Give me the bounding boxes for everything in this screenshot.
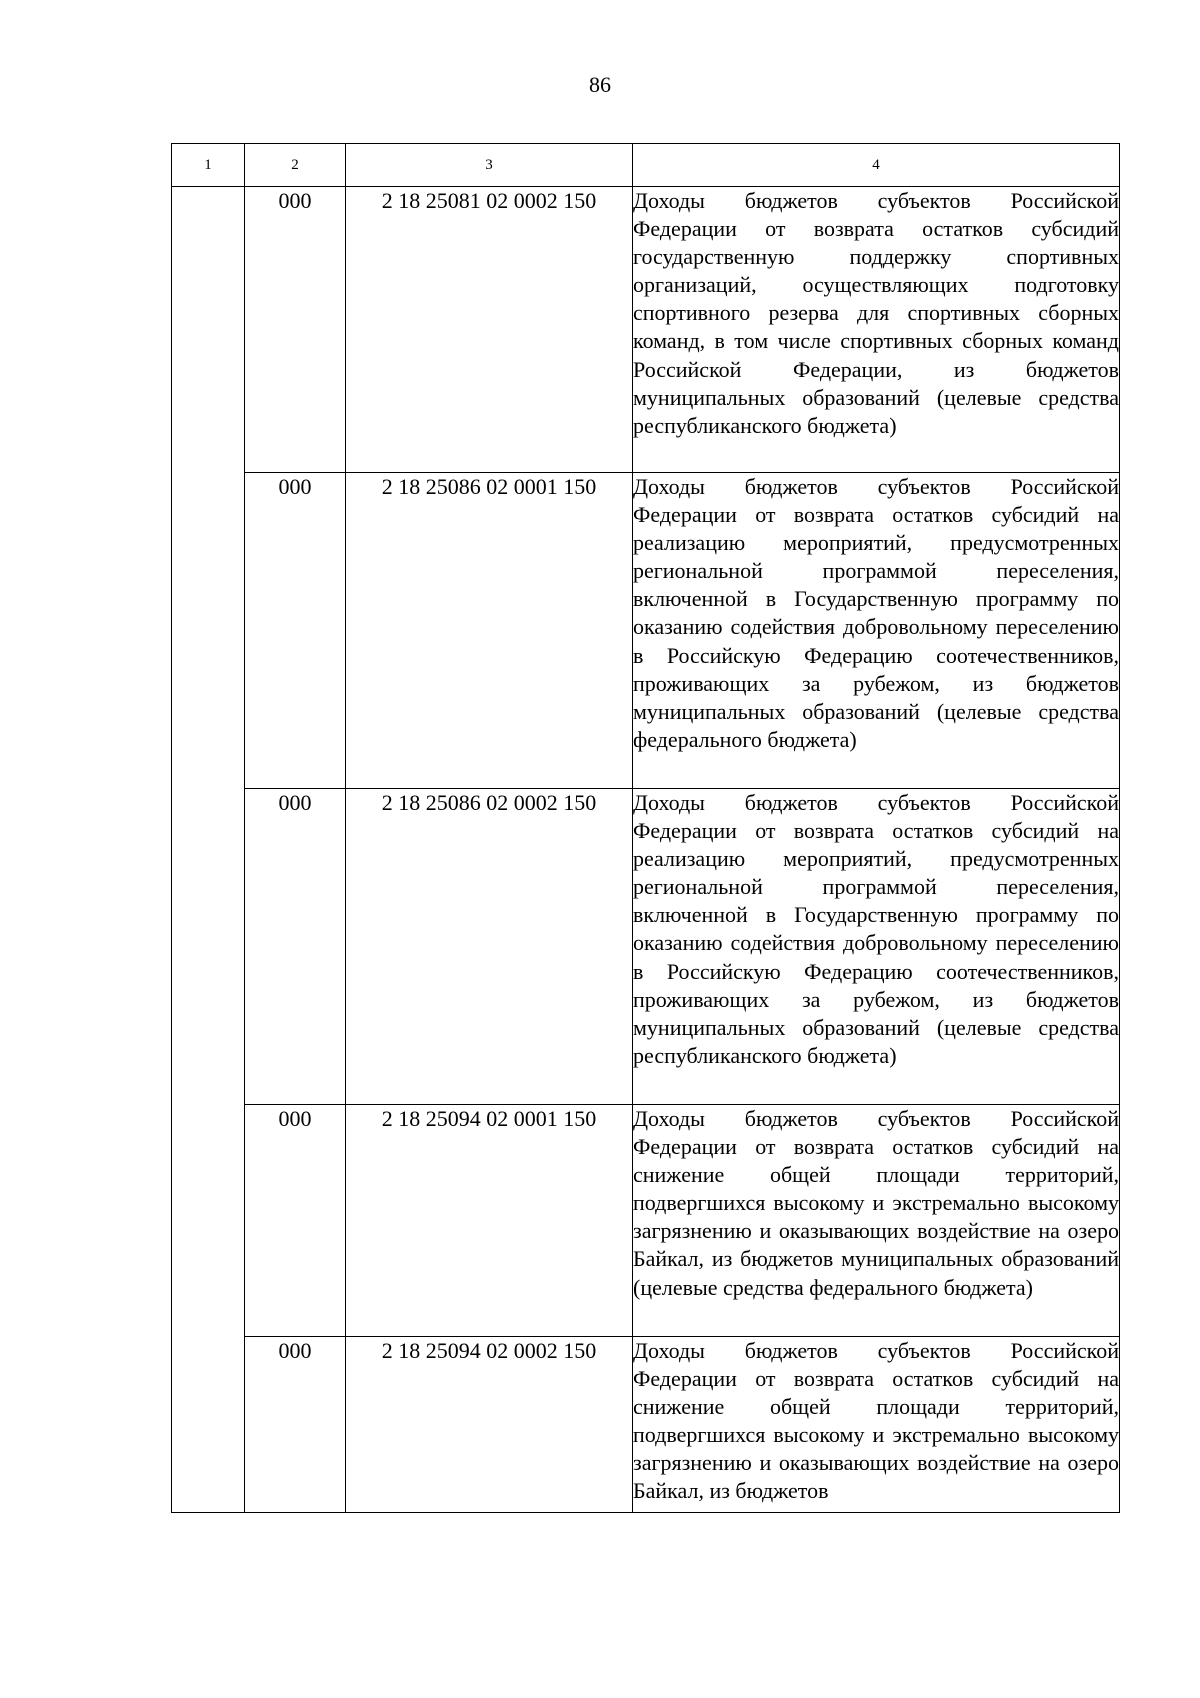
budget-classification-code-cell: 2 18 25094 02 0002 150 <box>346 1337 633 1513</box>
admin-code-cell: 000 <box>245 187 346 473</box>
income-description-text: Доходы бюджетов субъектов Российской Федерации от возврата остатков субсидий государственную поддержку спортивных организаций, осуществляющих подготовку спортивного резерва для спортивных сборных команд, в том числе спортивных сборных команд Российской Федерации, из бюджетов муниципальных образований (целевые средства республиканского бюджета) <box>633 188 1119 438</box>
column-header-4: 4 <box>633 144 1120 187</box>
income-description-cell <box>633 789 1120 1105</box>
page-number: 86 <box>589 72 611 97</box>
empty-column-1-cell <box>172 187 245 1513</box>
table-row <box>172 789 1120 1105</box>
admin-code-cell: 000 <box>245 1105 346 1337</box>
income-description-text: Доходы бюджетов субъектов Российской Федерации от возврата остатков субсидий на снижение общей площади территорий, подвергшихся высокому и экстремально высокому загрязнению и оказывающих воздействие на озеро Байкал, из бюджетов <box>633 1338 1119 1504</box>
column-header-1: 1 <box>172 144 245 187</box>
budget-revenue-table <box>171 143 1120 1513</box>
table-row <box>172 187 1120 473</box>
income-description-cell <box>633 1105 1120 1337</box>
table-row <box>172 1337 1120 1513</box>
table-header-row <box>172 144 1120 187</box>
admin-code-cell: 000 <box>245 1337 346 1513</box>
income-description-cell <box>633 473 1120 789</box>
budget-classification-code-cell: 2 18 25086 02 0001 150 <box>346 473 633 789</box>
table-row <box>172 473 1120 789</box>
admin-code-cell: 000 <box>245 789 346 1105</box>
table-row <box>172 1105 1120 1337</box>
admin-code-cell: 000 <box>245 473 346 789</box>
income-description-cell <box>633 1337 1120 1513</box>
income-description-text: Доходы бюджетов субъектов Российской Федерации от возврата остатков субсидий на снижение общей площади территорий, подвергшихся высокому и экстремально высокому загрязнению и оказывающих воздействие на озеро Байкал, из бюджетов муниципальных образований (целевые средства федерального бюджета) <box>633 1106 1119 1300</box>
budget-classification-code-cell: 2 18 25086 02 0002 150 <box>346 789 633 1105</box>
income-description-text: Доходы бюджетов субъектов Российской Федерации от возврата остатков субсидий на реализацию мероприятий, предусмотренных региональной программой переселения, включенной в Государственную программу по оказанию содействия добровольному переселению в Российскую Федерацию соотечественников, проживающих за рубежом, из бюджетов муниципальных образований (целевые средства республиканского бюджета) <box>633 790 1119 1068</box>
budget-classification-code-cell: 2 18 25081 02 0002 150 <box>346 187 633 473</box>
income-description-cell <box>633 187 1120 473</box>
column-header-3: 3 <box>346 144 633 187</box>
column-header-2: 2 <box>245 144 346 187</box>
budget-classification-code-cell: 2 18 25094 02 0001 150 <box>346 1105 633 1337</box>
income-description-text: Доходы бюджетов субъектов Российской Федерации от возврата остатков субсидий на реализацию мероприятий, предусмотренных региональной программой переселения, включенной в Государственную программу по оказанию содействия добровольному переселению в Российскую Федерацию соотечественников, проживающих за рубежом, из бюджетов муниципальных образований (целевые средства федерального бюджета) <box>633 474 1119 752</box>
